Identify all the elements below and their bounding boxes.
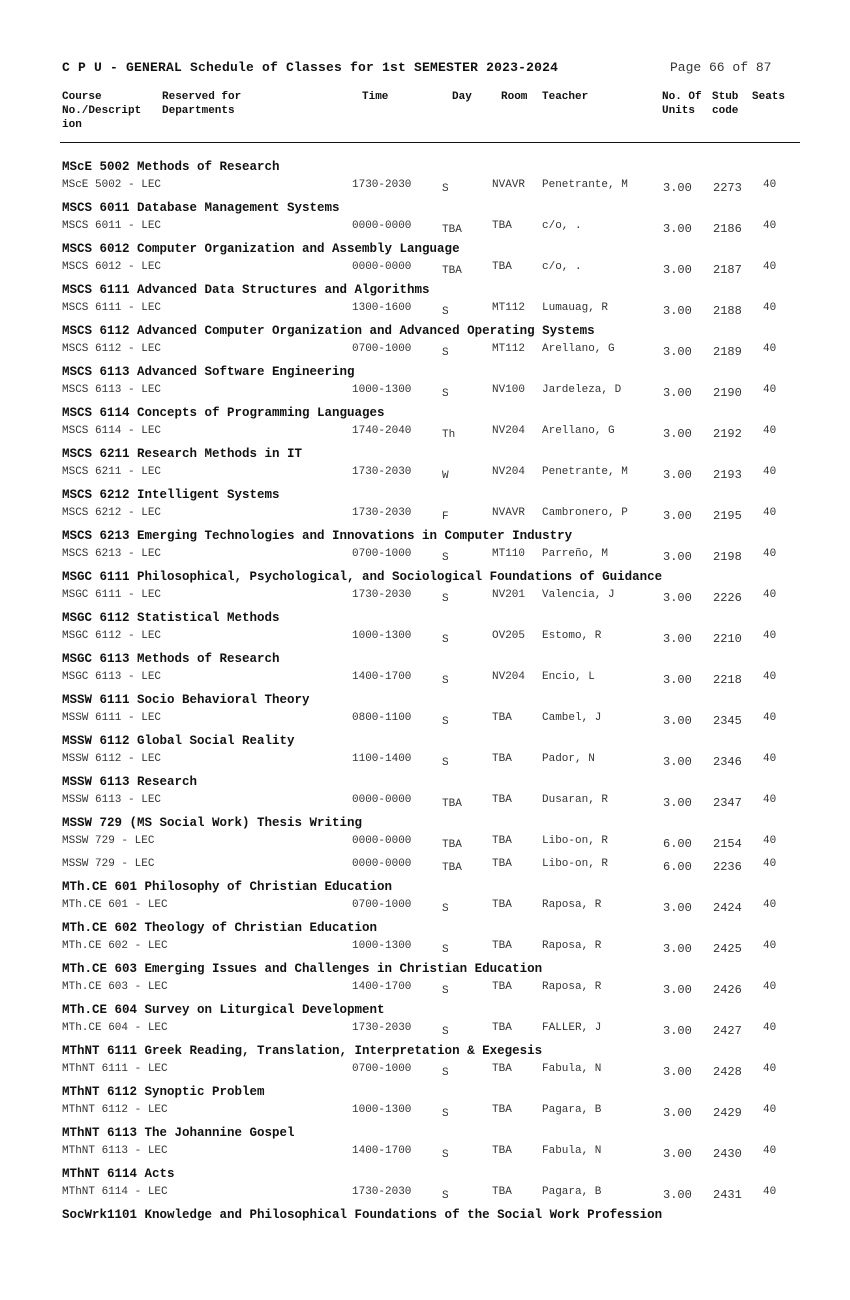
section-stub: 2190 — [713, 386, 742, 400]
section-room: TBA — [492, 1063, 512, 1075]
section-stub: 2210 — [713, 632, 742, 646]
section-code: MSGC 6111 - LEC — [62, 589, 162, 601]
section-day: S — [442, 306, 449, 318]
column-header-room: Room — [501, 91, 528, 103]
section-teacher: Cambel, J — [542, 712, 602, 724]
section-day: TBA — [442, 839, 462, 851]
course-title: MSGC 6111 Philosophical, Psychological, and Sociological Foundations of Guidance — [62, 570, 663, 584]
section-code: MScE 5002 - LEC — [62, 179, 162, 191]
section-units: 3.00 — [663, 632, 692, 646]
section-code: MSCS 6114 - LEC — [62, 425, 162, 437]
section-time: 1730-2030 — [352, 507, 412, 519]
section-stub: 2273 — [713, 181, 742, 195]
section-teacher: Raposa, R — [542, 940, 602, 952]
section-stub: 2218 — [713, 673, 742, 687]
section-day: S — [442, 1108, 449, 1120]
section-room: TBA — [492, 712, 512, 724]
section-code: MSGC 6113 - LEC — [62, 671, 162, 683]
section-teacher: Pagara, B — [542, 1104, 602, 1116]
section-room: TBA — [492, 261, 512, 273]
section-room: TBA — [492, 1186, 512, 1198]
section-seats: 40 — [763, 261, 777, 273]
section-units: 3.00 — [663, 468, 692, 482]
section-row — [0, 340, 850, 363]
section-seats: 40 — [763, 899, 777, 911]
section-code: MThNT 6114 - LEC — [62, 1186, 168, 1198]
section-day: S — [442, 757, 449, 769]
section-row — [0, 1142, 850, 1165]
section-room: NV201 — [492, 589, 526, 601]
section-units: 3.00 — [663, 550, 692, 564]
section-seats: 40 — [763, 1145, 777, 1157]
section-row — [0, 504, 850, 527]
section-time: 1730-2030 — [352, 589, 412, 601]
section-day: F — [442, 511, 449, 523]
course-title: MSSW 6113 Research — [62, 775, 198, 789]
section-room: NVAVR — [492, 507, 526, 519]
section-row — [0, 709, 850, 732]
section-teacher: Pagara, B — [542, 1186, 602, 1198]
column-header-time: Time — [362, 91, 389, 103]
section-room: TBA — [492, 835, 512, 847]
column-header-stub: Stub code — [712, 91, 739, 117]
section-seats: 40 — [763, 835, 777, 847]
section-row — [0, 668, 850, 691]
section-teacher: Estomo, R — [542, 630, 602, 642]
section-time: 1000-1300 — [352, 384, 412, 396]
section-time: 1300-1600 — [352, 302, 412, 314]
section-stub: 2425 — [713, 942, 742, 956]
section-room: NV204 — [492, 425, 526, 437]
section-day: TBA — [442, 862, 462, 874]
section-time: 0700-1000 — [352, 899, 412, 911]
section-time: 1730-2030 — [352, 179, 412, 191]
section-time: 1730-2030 — [352, 466, 412, 478]
section-units: 3.00 — [663, 1147, 692, 1161]
course-title: MSSW 6111 Socio Behavioral Theory — [62, 693, 310, 707]
section-day: S — [442, 1190, 449, 1202]
section-row — [0, 217, 850, 240]
section-units: 3.00 — [663, 983, 692, 997]
section-teacher: Lumauag, R — [542, 302, 609, 314]
section-day: TBA — [442, 224, 462, 236]
section-seats: 40 — [763, 220, 777, 232]
section-code: MSCS 6212 - LEC — [62, 507, 162, 519]
column-header-reserved: Reserved for Departments — [162, 91, 242, 117]
section-code: MSCS 6111 - LEC — [62, 302, 162, 314]
section-row — [0, 1060, 850, 1083]
section-time: 0000-0000 — [352, 858, 412, 870]
section-teacher: c/o, . — [542, 261, 582, 273]
section-time: 1400-1700 — [352, 1145, 412, 1157]
section-row — [0, 176, 850, 199]
course-title: MThNT 6114 Acts — [62, 1167, 175, 1181]
section-time: 0000-0000 — [352, 794, 412, 806]
section-stub: 2188 — [713, 304, 742, 318]
section-day: S — [442, 1067, 449, 1079]
section-room: MT112 — [492, 343, 526, 355]
section-day: S — [442, 675, 449, 687]
section-day: S — [442, 903, 449, 915]
section-stub: 2193 — [713, 468, 742, 482]
section-units: 3.00 — [663, 673, 692, 687]
section-seats: 40 — [763, 507, 777, 519]
section-code: MThNT 6112 - LEC — [62, 1104, 168, 1116]
course-title: MSCS 6012 Computer Organization and Assembly Language — [62, 242, 460, 256]
section-teacher: c/o, . — [542, 220, 582, 232]
column-header-seats: Seats — [752, 91, 786, 103]
section-teacher: Dusaran, R — [542, 794, 609, 806]
section-stub: 2226 — [713, 591, 742, 605]
column-header-units: No. Of Units — [662, 91, 702, 117]
course-title: MSCS 6114 Concepts of Programming Languages — [62, 406, 385, 420]
section-units: 3.00 — [663, 263, 692, 277]
section-teacher: Cambronero, P — [542, 507, 628, 519]
section-row — [0, 791, 850, 814]
section-code: MTh.CE 602 - LEC — [62, 940, 168, 952]
section-seats: 40 — [763, 630, 777, 642]
section-day: S — [442, 388, 449, 400]
section-time: 0700-1000 — [352, 343, 412, 355]
section-stub: 2431 — [713, 1188, 742, 1202]
section-stub: 2346 — [713, 755, 742, 769]
course-title: MSCS 6112 Advanced Computer Organization and Advanced Operating Systems — [62, 324, 595, 338]
section-room: OV205 — [492, 630, 526, 642]
section-room: MT110 — [492, 548, 526, 560]
section-stub: 2154 — [713, 837, 742, 851]
section-room: TBA — [492, 1022, 512, 1034]
column-header-teacher: Teacher — [542, 91, 589, 103]
section-room: NV204 — [492, 671, 526, 683]
section-code: MSSW 729 - LEC — [62, 858, 155, 870]
section-time: 1730-2030 — [352, 1022, 412, 1034]
column-header-day: Day — [452, 91, 472, 103]
course-title: MSCS 6212 Intelligent Systems — [62, 488, 280, 502]
section-units: 3.00 — [663, 386, 692, 400]
section-row — [0, 896, 850, 919]
section-seats: 40 — [763, 1186, 777, 1198]
section-time: 1400-1700 — [352, 671, 412, 683]
section-stub: 2187 — [713, 263, 742, 277]
section-stub: 2345 — [713, 714, 742, 728]
section-units: 6.00 — [663, 860, 692, 874]
section-units: 6.00 — [663, 837, 692, 851]
section-day: S — [442, 552, 449, 564]
section-row — [0, 937, 850, 960]
section-day: S — [442, 1026, 449, 1038]
section-code: MSSW 6111 - LEC — [62, 712, 162, 724]
section-stub: 2429 — [713, 1106, 742, 1120]
section-stub: 2428 — [713, 1065, 742, 1079]
section-time: 0800-1100 — [352, 712, 412, 724]
section-room: TBA — [492, 981, 512, 993]
section-room: TBA — [492, 899, 512, 911]
section-room: MT112 — [492, 302, 526, 314]
section-time: 1100-1400 — [352, 753, 412, 765]
course-title: MSGC 6112 Statistical Methods — [62, 611, 280, 625]
section-seats: 40 — [763, 940, 777, 952]
section-time: 1730-2030 — [352, 1186, 412, 1198]
section-teacher: Penetrante, M — [542, 179, 628, 191]
section-teacher: Fabula, N — [542, 1063, 602, 1075]
section-day: S — [442, 716, 449, 728]
course-title: SocWrk1101 Knowledge and Philosophical Foundations of the Social Work Profession — [62, 1208, 663, 1222]
section-units: 3.00 — [663, 1065, 692, 1079]
section-units: 3.00 — [663, 181, 692, 195]
page-number: Page 66 of 87 — [670, 60, 772, 75]
section-time: 0700-1000 — [352, 1063, 412, 1075]
section-teacher: Pador, N — [542, 753, 595, 765]
section-row — [0, 258, 850, 281]
course-title: MThNT 6113 The Johannine Gospel — [62, 1126, 295, 1140]
section-seats: 40 — [763, 548, 777, 560]
section-code: MSSW 729 - LEC — [62, 835, 155, 847]
course-title: MSCS 6113 Advanced Software Engineering — [62, 365, 355, 379]
section-units: 3.00 — [663, 942, 692, 956]
section-time: 0000-0000 — [352, 220, 412, 232]
section-code: MSSW 6113 - LEC — [62, 794, 162, 806]
course-title: MSCS 6111 Advanced Data Structures and Algorithms — [62, 283, 430, 297]
course-title: MSCS 6211 Research Methods in IT — [62, 447, 303, 461]
section-day: S — [442, 183, 449, 195]
section-room: NV100 — [492, 384, 526, 396]
section-code: MSCS 6112 - LEC — [62, 343, 162, 355]
section-seats: 40 — [763, 794, 777, 806]
section-seats: 40 — [763, 753, 777, 765]
section-room: TBA — [492, 1145, 512, 1157]
section-stub: 2189 — [713, 345, 742, 359]
section-units: 3.00 — [663, 591, 692, 605]
section-code: MSSW 6112 - LEC — [62, 753, 162, 765]
section-stub: 2347 — [713, 796, 742, 810]
section-code: MThNT 6113 - LEC — [62, 1145, 168, 1157]
section-time: 1000-1300 — [352, 1104, 412, 1116]
section-teacher: Valencia, J — [542, 589, 615, 601]
section-teacher: FALLER, J — [542, 1022, 602, 1034]
section-teacher: Arellano, G — [542, 343, 615, 355]
section-day: S — [442, 985, 449, 997]
section-time: 0000-0000 — [352, 261, 412, 273]
section-day: S — [442, 944, 449, 956]
section-day: Th — [442, 429, 456, 441]
course-title: MThNT 6112 Synoptic Problem — [62, 1085, 265, 1099]
section-stub: 2236 — [713, 860, 742, 874]
section-units: 3.00 — [663, 901, 692, 915]
section-room: NV204 — [492, 466, 526, 478]
section-row — [0, 422, 850, 445]
section-seats: 40 — [763, 712, 777, 724]
section-seats: 40 — [763, 384, 777, 396]
section-units: 3.00 — [663, 345, 692, 359]
section-seats: 40 — [763, 302, 777, 314]
course-title: MTh.CE 604 Survey on Liturgical Development — [62, 1003, 385, 1017]
section-row — [0, 978, 850, 1001]
section-room: NVAVR — [492, 179, 526, 191]
section-row — [0, 855, 850, 878]
schedule-list — [0, 158, 850, 1224]
section-units: 3.00 — [663, 304, 692, 318]
section-seats: 40 — [763, 981, 777, 993]
section-units: 3.00 — [663, 714, 692, 728]
section-room: TBA — [492, 1104, 512, 1116]
section-seats: 40 — [763, 343, 777, 355]
section-row — [0, 750, 850, 773]
section-units: 3.00 — [663, 1188, 692, 1202]
section-units: 3.00 — [663, 796, 692, 810]
section-code: MSCS 6012 - LEC — [62, 261, 162, 273]
column-header-course: Course No./Descript ion — [62, 91, 142, 131]
section-row — [0, 545, 850, 568]
course-title: MSCS 6213 Emerging Technologies and Innovations in Computer Industry — [62, 529, 573, 543]
section-teacher: Libo-on, R — [542, 858, 609, 870]
section-time: 0000-0000 — [352, 835, 412, 847]
section-code: MSCS 6211 - LEC — [62, 466, 162, 478]
section-time: 1000-1300 — [352, 630, 412, 642]
section-day: W — [442, 470, 449, 482]
section-code: MSGC 6112 - LEC — [62, 630, 162, 642]
section-day: S — [442, 634, 449, 646]
section-stub: 2195 — [713, 509, 742, 523]
section-seats: 40 — [763, 466, 777, 478]
course-title: MSCS 6011 Database Management Systems — [62, 201, 340, 215]
section-row — [0, 463, 850, 486]
section-teacher: Encio, L — [542, 671, 595, 683]
section-seats: 40 — [763, 589, 777, 601]
section-teacher: Raposa, R — [542, 899, 602, 911]
section-teacher: Libo-on, R — [542, 835, 609, 847]
section-code: MTh.CE 604 - LEC — [62, 1022, 168, 1034]
section-room: TBA — [492, 753, 512, 765]
section-seats: 40 — [763, 858, 777, 870]
section-stub: 2426 — [713, 983, 742, 997]
section-row — [0, 1019, 850, 1042]
section-units: 3.00 — [663, 222, 692, 236]
section-day: TBA — [442, 798, 462, 810]
section-units: 3.00 — [663, 427, 692, 441]
section-teacher: Jardeleza, D — [542, 384, 622, 396]
section-day: TBA — [442, 265, 462, 277]
section-stub: 2192 — [713, 427, 742, 441]
section-units: 3.00 — [663, 509, 692, 523]
document-title: C P U - GENERAL Schedule of Classes for 1st SEMESTER 2023-2024 — [62, 60, 559, 75]
section-teacher: Parreño, M — [542, 548, 609, 560]
section-row — [0, 1101, 850, 1124]
section-units: 3.00 — [663, 1024, 692, 1038]
section-time: 0700-1000 — [352, 548, 412, 560]
course-title: MSGC 6113 Methods of Research — [62, 652, 280, 666]
section-seats: 40 — [763, 1022, 777, 1034]
section-code: MSCS 6213 - LEC — [62, 548, 162, 560]
section-code: MTh.CE 603 - LEC — [62, 981, 168, 993]
course-title: MTh.CE 601 Philosophy of Christian Education — [62, 880, 393, 894]
section-seats: 40 — [763, 1063, 777, 1075]
section-day: S — [442, 1149, 449, 1161]
section-teacher: Arellano, G — [542, 425, 615, 437]
section-seats: 40 — [763, 671, 777, 683]
course-title: MSSW 729 (MS Social Work) Thesis Writing — [62, 816, 363, 830]
course-title: MSSW 6112 Global Social Reality — [62, 734, 295, 748]
header-divider — [60, 142, 800, 143]
section-row — [0, 381, 850, 404]
course-title: MTh.CE 602 Theology of Christian Education — [62, 921, 378, 935]
course-title: MScE 5002 Methods of Research — [62, 160, 280, 174]
section-row — [0, 1183, 850, 1206]
section-code: MTh.CE 601 - LEC — [62, 899, 168, 911]
section-room: TBA — [492, 858, 512, 870]
section-room: TBA — [492, 220, 512, 232]
section-row — [0, 586, 850, 609]
section-code: MThNT 6111 - LEC — [62, 1063, 168, 1075]
section-row — [0, 832, 850, 855]
section-row — [0, 299, 850, 322]
section-teacher: Penetrante, M — [542, 466, 628, 478]
section-stub: 2427 — [713, 1024, 742, 1038]
section-units: 3.00 — [663, 755, 692, 769]
section-stub: 2186 — [713, 222, 742, 236]
section-units: 3.00 — [663, 1106, 692, 1120]
section-day: S — [442, 347, 449, 359]
section-seats: 40 — [763, 425, 777, 437]
section-seats: 40 — [763, 179, 777, 191]
section-seats: 40 — [763, 1104, 777, 1116]
section-time: 1000-1300 — [352, 940, 412, 952]
section-code: MSCS 6011 - LEC — [62, 220, 162, 232]
section-day: S — [442, 593, 449, 605]
course-title: MThNT 6111 Greek Reading, Translation, Interpretation & Exegesis — [62, 1044, 543, 1058]
section-row — [0, 627, 850, 650]
section-stub: 2198 — [713, 550, 742, 564]
course-title: MTh.CE 603 Emerging Issues and Challenges in Christian Education — [62, 962, 543, 976]
section-stub: 2430 — [713, 1147, 742, 1161]
section-time: 1400-1700 — [352, 981, 412, 993]
section-teacher: Raposa, R — [542, 981, 602, 993]
section-room: TBA — [492, 794, 512, 806]
section-teacher: Fabula, N — [542, 1145, 602, 1157]
section-code: MSCS 6113 - LEC — [62, 384, 162, 396]
section-stub: 2424 — [713, 901, 742, 915]
section-room: TBA — [492, 940, 512, 952]
section-time: 1740-2040 — [352, 425, 412, 437]
